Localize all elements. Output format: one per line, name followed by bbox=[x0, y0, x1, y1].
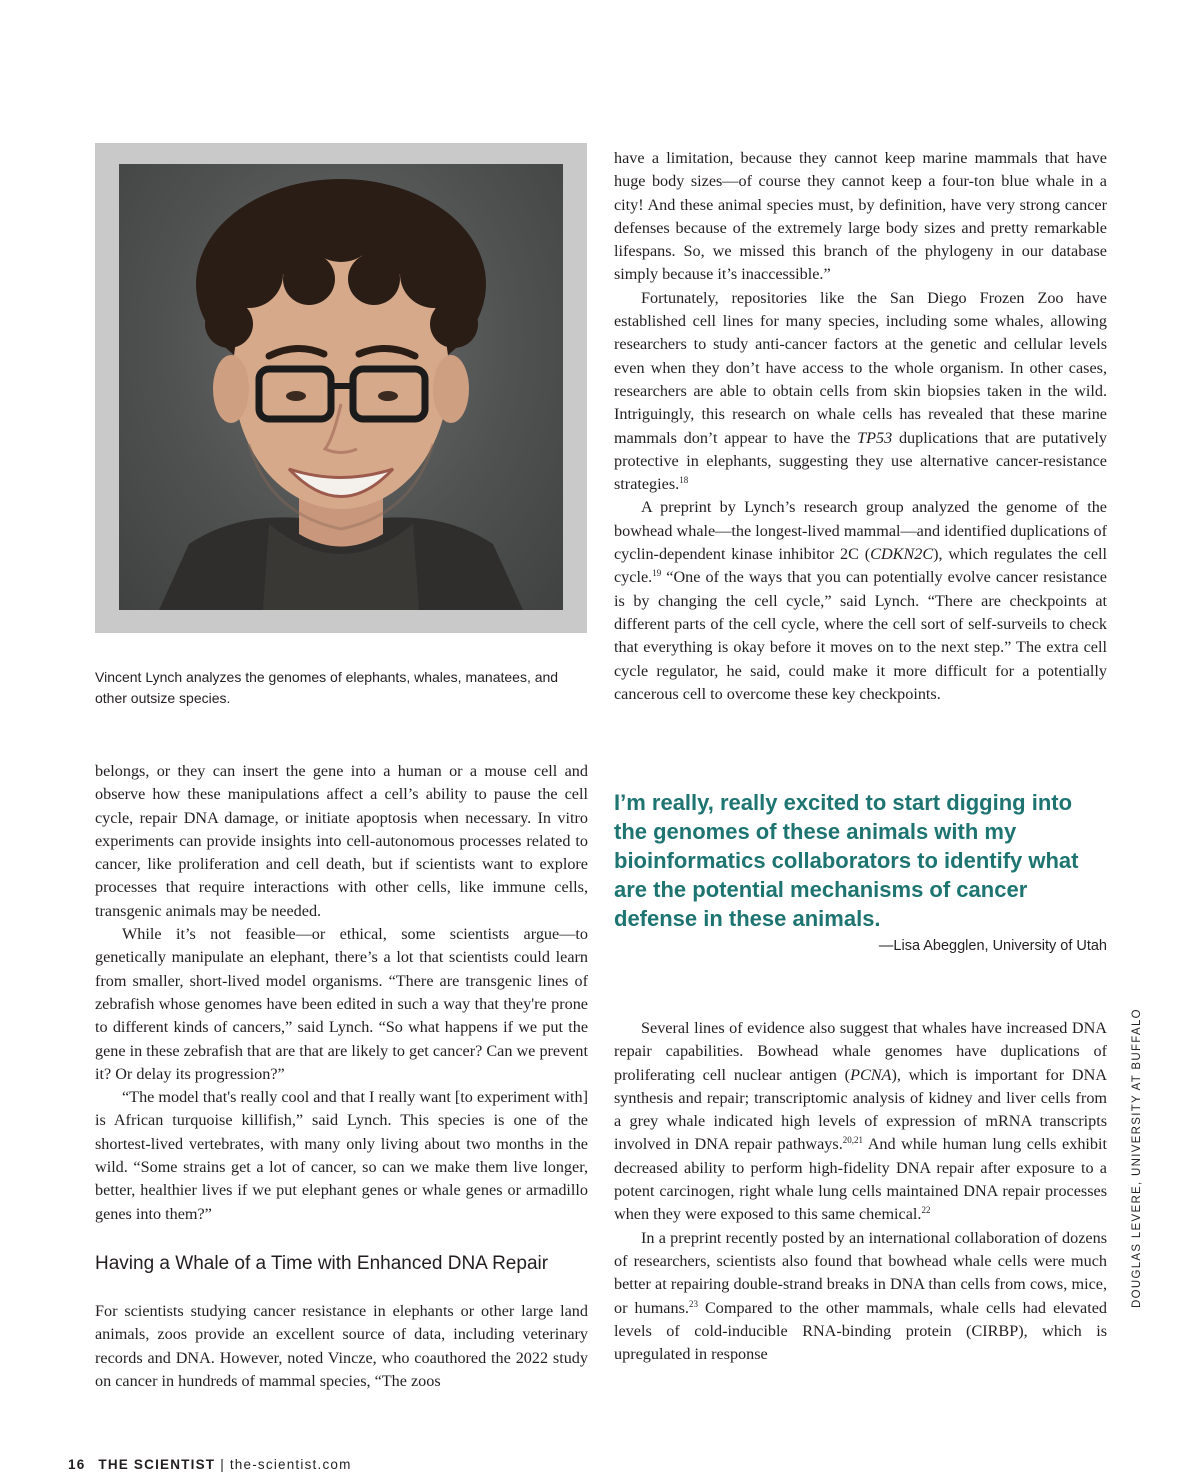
body-paragraph: have a limitation, because they cannot keep marine mammals that have huge body sizes—of course they cannot keep a four-ton blue whale in a city! And these animal species must, by definition, have very strong cancer defenses because of the extremely large body sizes and pretty remarkable lifespans. So, we missed this branch of the phylogeny in our database simply because it’s inaccessible.” bbox=[614, 149, 1107, 284]
left-column-body bbox=[95, 760, 588, 1226]
pull-quote: I’m really, really excited to start digging into the genomes of these animals with my bioinformatics collaborators to identify what are the potential mechanisms of cancer defense in these animals. bbox=[614, 790, 1079, 931]
website-link[interactable]: the-scientist.com bbox=[229, 1457, 352, 1472]
body-paragraph: Several lines of evidence also suggest that whales have increased DNA repair capabilities. Bowhead whale genomes have duplications of proliferating cell nuclear antigen (PCNA), which is important for DNA synthesis and repair; transcriptomic analysis of kidney and liver cells from a grey whale indicated high levels of expression of mRNA transcripts involved in DNA repair pathways.$^{20,21}$ And while human lung cells exhibit decreased ability to perform high-fidelity DNA repair after exposure to a potent carcinogen, right whale lung cells maintained DNA repair processes when they were exposed to this same chemical.$^{22}$ bbox=[614, 1019, 1108, 1224]
page-footer bbox=[68, 1457, 352, 1472]
body-paragraph: Fortunately, repositories like the San Diego Frozen Zoo have established cell lines for many species, including some whales, allowing researchers to study anti-cancer factors at the genetic and cellular levels even when they don’t have access to the whole organism. In other cases, researchers are able to obtain cells from skin biopsies taken in the wild. Intriguingly, this research on whale cells has revealed that these marine mammals don’t appear to have the TP53 duplications that are putatively protective in elephants, suggesting they use alternative cancer-resistance strategies.$^{18}$ bbox=[614, 288, 1107, 494]
magazine-name: THE SCIENTIST bbox=[98, 1457, 216, 1472]
page-number: 16 bbox=[68, 1457, 86, 1472]
body-paragraph: For scientists studying cancer resistance in elephants or other large land animals, zoos provide an excellent source of data, including veterinary records and DNA. However, noted Vincze, who coauthored the 2022 study on cancer in hundreds of mammal species, “The zoos bbox=[95, 1302, 588, 1390]
right-column-top bbox=[614, 147, 1107, 706]
portrait-photo bbox=[119, 164, 563, 610]
footer-separator: | bbox=[220, 1457, 225, 1472]
body-paragraph: A preprint by Lynch’s research group analyzed the genome of the bowhead whale—the longest-lived mammal—and identified duplications of cyclin-dependent kinase inhibitor 2C (CDKN2C), which regulates the cell cycle.$^{19}$ “One of the ways that you can potentially evolve cancer resistance is by changing the cell cycle,” said Lynch. “There are checkpoints at different parts of the cell cycle, where the cell sort of self-surveils to check that everything is okay before it moves on to the next step.” The extra cell cycle regulator, he said, could make it more difficult for a potentially cancerous cell to overcome these key checkpoints. bbox=[614, 498, 1107, 703]
body-paragraph: belongs, or they can insert the gene into a human or a mouse cell and observe how these manipulations affect a cell’s ability to pause the cell cycle, repair DNA damage, or initiate apoptosis when necessary. In vitro experiments can provide insights into cell-autonomous processes related to cancer, like proliferation and cell death, but if scientists want to explore processes that require interactions with other cells, like immune cells, transgenic animals may be needed. bbox=[95, 762, 588, 920]
portrait-illustration bbox=[119, 164, 563, 610]
photo-credit: DOUGLAS LEVERE, UNIVERSITY AT BUFFALO bbox=[1131, 1008, 1143, 1308]
left-column-bottom bbox=[95, 1300, 588, 1393]
photo-frame bbox=[95, 143, 587, 633]
right-column-bottom bbox=[614, 1017, 1107, 1366]
body-paragraph: In a preprint recently posted by an international collaboration of dozens of researchers, scientists also found that bowhead whale cells were much better at repairing double-strand breaks in DNA than cells from cows, mice, or humans.$^{23}$ Compared to the other mammals, whale cells had elevated levels of cold-inducible RNA-binding protein (CIRBP), which is upregulated in response bbox=[614, 1228, 1107, 1364]
body-paragraph: “The model that's really cool and that I really want [to experiment with] is African turquoise killifish,” said Lynch. This species is one of the shortest-lived vertebrates, with many only living about two months in the wild. “Some strains get a lot of cancer, so can we make them live longer, better, healthier lives if we put elephant genes or whale genes or armadillo genes into them?” bbox=[95, 1088, 588, 1223]
pull-quote-attribution: —Lisa Abegglen, University of Utah bbox=[878, 938, 1107, 954]
photo-caption: Vincent Lynch analyzes the genomes of elephants, whales, manatees, and other outsize species. bbox=[95, 669, 559, 706]
section-subhead: Having a Whale of a Time with Enhanced DNA Repair bbox=[95, 1253, 549, 1274]
body-paragraph: While it’s not feasible—or ethical, some scientists argue—to genetically manipulate an elephant, there’s a lot that scientists could learn from smaller, short-lived model organisms. “There are transgenic lines of zebrafish whose genomes have been edited in such a way that they're prone to different kinds of cancers,” said Lynch. “So what happens if we put the gene in these zebrafish that are that are likely to get cancer? Can we prevent it? Or delay its progression?” bbox=[95, 925, 588, 1083]
